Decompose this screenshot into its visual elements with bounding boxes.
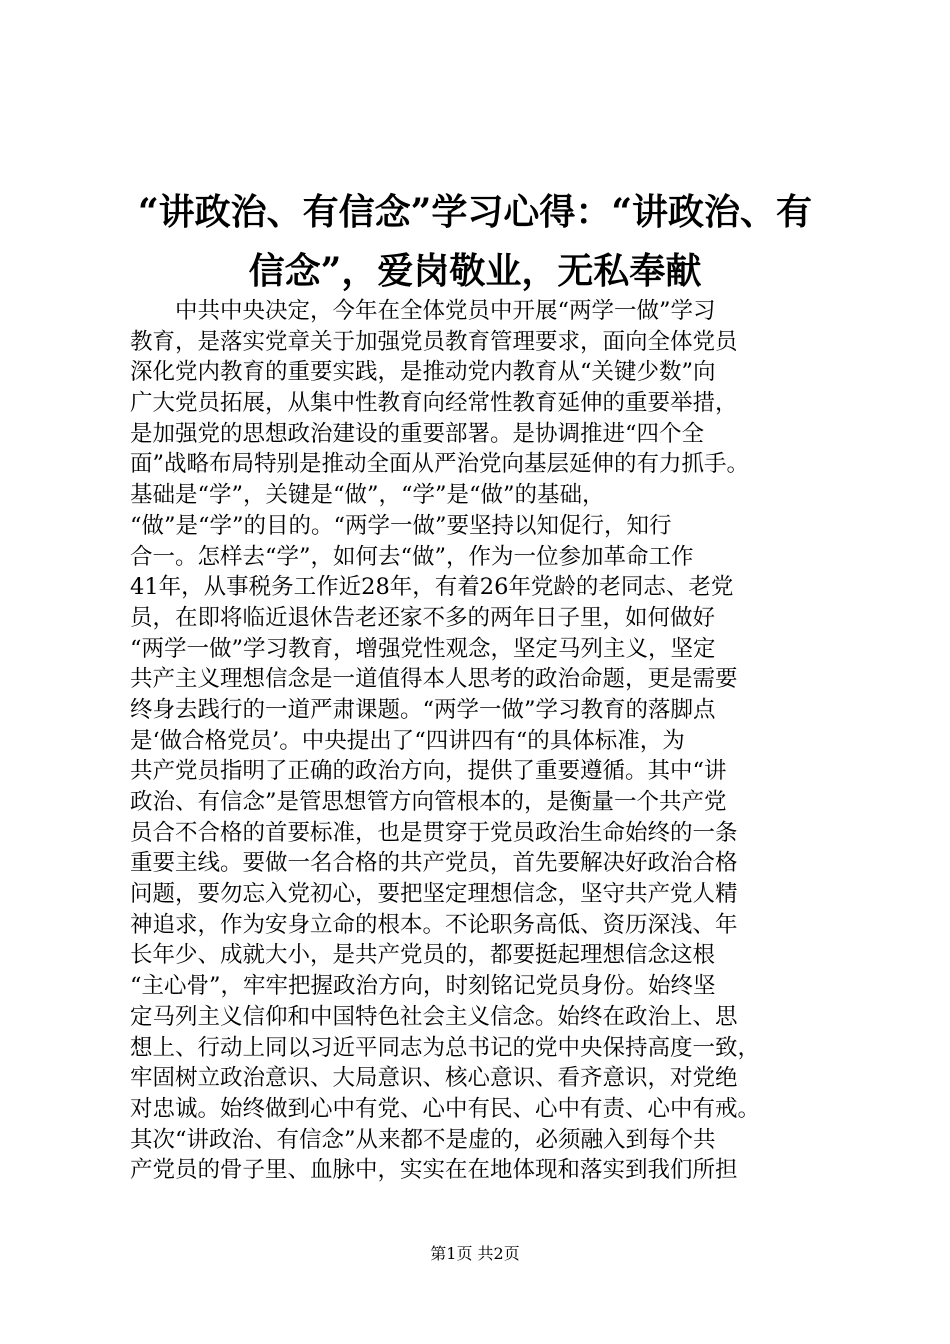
body-line: 终身去践行的一道严肃课题。“两学一做”学习教育的落脚点 xyxy=(130,696,716,723)
body-line: 员合不合格的首要标准，也是贯穿于党员政治生命始终的一条 xyxy=(130,819,738,846)
body-line: “两学一做”学习教育，增强党性观念，坚定马列主义，坚定 xyxy=(130,635,716,662)
page-number-footer: 第1页 共2页 xyxy=(430,1244,520,1263)
body-line: 产党员的骨子里、血脉中，实实在在地体现和落实到我们所担 xyxy=(130,1157,738,1184)
body-line: 共产党员指明了正确的政治方向，提供了重要遵循。其中“讲 xyxy=(130,758,727,785)
body-line: 基础是“学”，关键是“做”，“学”是“做”的基础， xyxy=(130,482,605,509)
body-line: 合一。怎样去“学”，如何去“做”，作为一位参加革命工作 xyxy=(130,543,694,570)
body-line: 想上、行动上同以习近平同志为总书记的党中央保持高度一致， xyxy=(130,1034,761,1061)
body-line: 重要主线。要做一名合格的共产党员，首先要解决好政治合格 xyxy=(130,850,738,877)
body-line: 是‘做合格党员’。中央提出了“四讲四有“的具体标准，为 xyxy=(130,727,685,754)
title-line: 信念”，爱岗敬业，无私奉献 xyxy=(248,250,702,292)
title-line: “讲政治、有信念”学习心得：“讲政治、有 xyxy=(137,191,813,233)
body-line: 共产主义理想信念是一道值得本人思考的政治命题，更是需要 xyxy=(130,666,738,693)
body-line: 是加强党的思想政治建设的重要部署。是协调推进“四个全 xyxy=(130,420,705,447)
body-line: 问题，要勿忘入党初心，要把坚定理想信念，坚守共产党人精 xyxy=(130,881,738,908)
body-line: 定马列主义信仰和中国特色社会主义信念。始终在政治上、思 xyxy=(130,1003,738,1030)
document-body xyxy=(130,296,850,1186)
body-line: 深化党内教育的重要实践，是推动党内教育从“关键少数”向 xyxy=(130,359,716,386)
body-line: 41年，从事税务工作近28年，有着26年党龄的老同志、老党 xyxy=(130,574,734,601)
body-line: “主心骨”，牢牢把握政治方向，时刻铭记党员身份。始终坚 xyxy=(130,973,716,1000)
body-line: “做”是“学”的目的。“两学一做”要坚持以知促行，知行 xyxy=(130,512,672,539)
body-line: 广大党员拓展，从集中性教育向经常性教育延伸的重要举措， xyxy=(130,390,738,417)
document-title xyxy=(100,183,850,301)
body-line: 牢固树立政治意识、大局意识、核心意识、看齐意识，对党绝 xyxy=(130,1065,738,1092)
body-line: 教育，是落实党章关于加强党员教育管理要求，面向全体党员 xyxy=(130,328,738,355)
body-line: 政治、有信念”是管思想管方向管根本的，是衡量一个共产党 xyxy=(130,789,727,815)
body-line: 其次“讲政治、有信念”从来都不是虚的，必须融入到每个共 xyxy=(130,1126,716,1153)
body-line: 中共中央决定，今年在全体党员中开展“两学一做”学习 xyxy=(130,298,716,324)
body-line: 面”战略布局特别是推动全面从严治党向基层延伸的有力抓手。 xyxy=(130,451,750,478)
body-line: 神追求，作为安身立命的根本。不论职务高低、资历深浅、年 xyxy=(130,911,738,938)
body-line: 员，在即将临近退休告老还家不多的两年日子里，如何做好 xyxy=(130,604,716,631)
body-line: 对忠诚。始终做到心中有党、心中有民、心中有责、心中有戒。 xyxy=(130,1095,761,1122)
body-line: 长年少、成就大小，是共产党员的，都要挺起理想信念这根 xyxy=(130,942,716,969)
